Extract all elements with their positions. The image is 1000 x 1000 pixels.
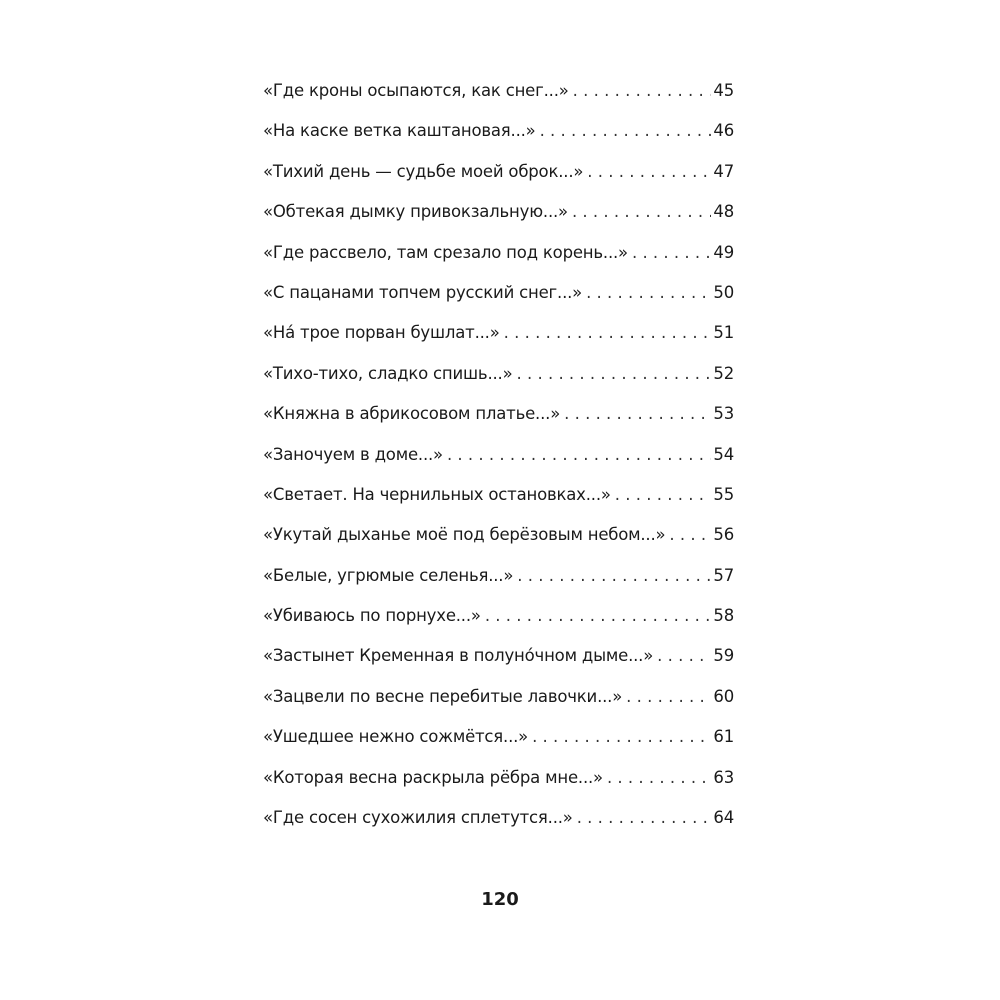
toc-entry (263, 76, 734, 116)
toc-entry-page: 57 (713, 565, 734, 585)
toc-entry-page: 63 (713, 767, 734, 787)
toc-dot-leader (573, 76, 712, 106)
toc-entry (263, 722, 734, 762)
toc-entry-page: 60 (713, 686, 734, 706)
toc-dot-leader (447, 440, 711, 470)
toc-dot-leader (564, 399, 711, 429)
toc-entry (263, 803, 734, 843)
toc-entry (263, 520, 734, 560)
toc-dot-leader (516, 359, 711, 389)
toc-dot-leader (504, 318, 712, 348)
toc-dot-leader (577, 803, 712, 833)
toc-entry-page: 64 (713, 808, 734, 828)
toc-entry (263, 197, 734, 237)
table-of-contents (263, 76, 734, 843)
toc-dot-leader (572, 197, 711, 227)
toc-dot-leader (586, 278, 711, 308)
toc-dot-leader (540, 116, 712, 146)
toc-entry-title: «Которая весна раскрыла рёбра мне...» (263, 767, 603, 787)
toc-entry-title: «На каске ветка каштановая...» (263, 121, 536, 141)
toc-entry-page: 51 (713, 323, 734, 343)
toc-entry (263, 561, 734, 601)
toc-entry-title: «Заночуем в доме...» (263, 444, 443, 464)
toc-entry (263, 480, 734, 520)
toc-entry (263, 278, 734, 318)
toc-entry-title: «Где сосен сухожилия сплетутся...» (263, 808, 573, 828)
toc-entry-title: «Зацвели по весне перебитые лавочки...» (263, 686, 623, 706)
toc-dot-leader (532, 722, 711, 752)
toc-entry (263, 359, 734, 399)
toc-entry-title: «Тихий день — судьбе моей оброк...» (263, 161, 584, 181)
toc-dot-leader (615, 480, 712, 510)
toc-dot-leader (607, 763, 711, 793)
toc-entry-page: 49 (713, 242, 734, 262)
toc-entry-title: «Белые, угрюмые селенья...» (263, 565, 514, 585)
toc-entry-page: 53 (713, 404, 734, 424)
toc-entry-page: 48 (713, 202, 734, 222)
toc-entry-title: «Застынет Кременная в полуно́чном дыме...» (263, 646, 654, 666)
toc-entry (263, 318, 734, 358)
toc-entry-title: «Где рассвело, там срезало под корень...» (263, 242, 628, 262)
toc-entry (263, 763, 734, 803)
toc-entry (263, 157, 734, 197)
toc-entry-title: «Обтекая дымку привокзальную...» (263, 202, 568, 222)
toc-entry-title: «Где кроны осыпаются, как снег...» (263, 81, 569, 100)
toc-entry (263, 116, 734, 156)
toc-entry-title: «Ушедшее нежно сожмётся...» (263, 727, 529, 747)
toc-dot-leader (517, 561, 711, 591)
toc-dot-leader (485, 601, 712, 631)
toc-dot-leader (657, 641, 711, 671)
toc-entry-page: 58 (713, 606, 734, 626)
toc-entry-page: 55 (713, 484, 734, 504)
toc-entry (263, 238, 734, 278)
toc-dot-leader (632, 238, 711, 268)
toc-entry-page: 59 (713, 646, 734, 666)
toc-entry-page: 54 (713, 444, 734, 464)
toc-entry-page: 47 (713, 161, 734, 181)
toc-entry-title: «Убиваюсь по порнухе...» (263, 606, 481, 626)
toc-entry-title: «С пацанами топчем русский снег...» (263, 282, 583, 302)
toc-entry-page: 56 (713, 525, 734, 545)
toc-entry-page: 50 (713, 282, 734, 302)
toc-entry (263, 641, 734, 681)
toc-entry-title: «Укутай дыханье моё под берёзовым небом...» (263, 525, 666, 545)
toc-dot-leader (587, 157, 711, 187)
toc-entry (263, 440, 734, 480)
toc-entry-page: 45 (713, 81, 734, 100)
toc-entry (263, 601, 734, 641)
toc-entry (263, 399, 734, 439)
toc-entry-title: «Тихо-тихо, сладко спишь...» (263, 363, 513, 383)
toc-dot-leader (669, 520, 711, 550)
page-number: 120 (481, 889, 519, 910)
toc-entry-page: 61 (713, 727, 734, 747)
toc-dot-leader (626, 682, 711, 712)
toc-entry-page: 52 (713, 363, 734, 383)
toc-entry-title: «На́ трое порван бушлат...» (263, 323, 500, 343)
toc-entry-page: 46 (713, 121, 734, 141)
toc-entry-title: «Княжна в абрикосовом платье...» (263, 404, 561, 424)
toc-entry-title: «Светает. На чернильных остановках...» (263, 484, 611, 504)
toc-entry (263, 682, 734, 722)
